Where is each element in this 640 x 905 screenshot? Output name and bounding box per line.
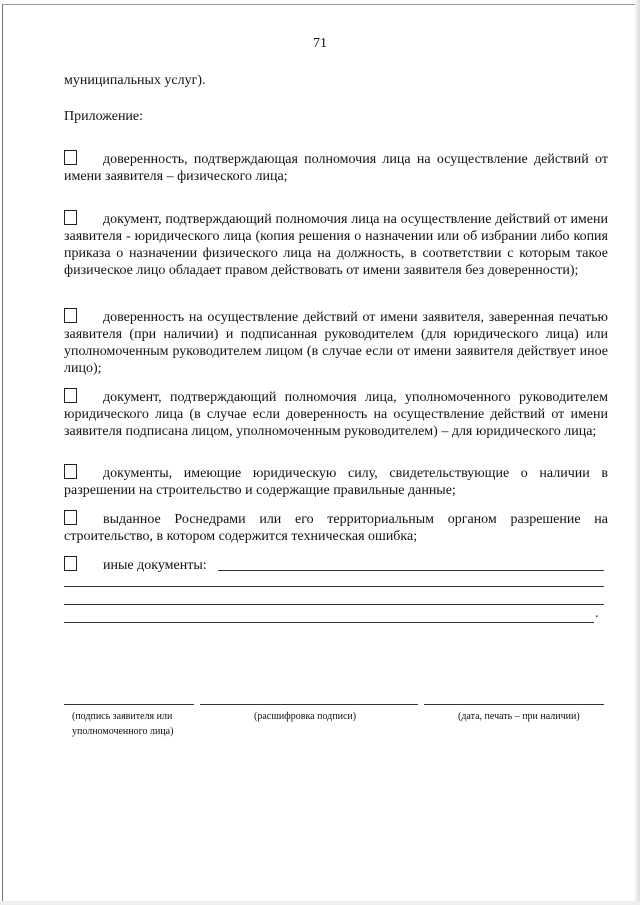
checkbox[interactable]	[64, 388, 77, 403]
other-documents-input-line-2[interactable]	[64, 586, 604, 587]
item-text: документы, имеющие юридическую силу, свидетельствующие о наличии в разрешении на строительство и содержащие правильные данные;	[64, 466, 608, 498]
applicant-signature-label	[72, 709, 173, 739]
scan-bottom-edge	[0, 901, 640, 905]
item-text: доверенность, подтверждающая полномочия лица на осуществление действий от имени заявителя – физического лица;	[64, 152, 608, 184]
document-page	[2, 4, 638, 901]
applicant-label-line-2: уполномоченного лица)	[72, 726, 174, 737]
closing-period: .	[595, 606, 599, 621]
item-text: документ, подтверждающий полномочия лица, уполномоченного руководителем юридического лица (в случае если доверенность на осуществление действий от имени заявителя подписана лицом, уполномоченным руководителем) – для юридического лица;	[64, 390, 608, 439]
signature-decoding-line[interactable]	[200, 704, 418, 705]
attachment-heading: Приложение:	[64, 109, 144, 124]
other-documents-input-line-1[interactable]	[218, 570, 604, 571]
date-stamp-label: (дата, печать – при наличии)	[458, 711, 580, 722]
item-text: выданное Роснедрами или его территориальным органом разрешение на строительство, в котором содержится техническая ошибка;	[64, 512, 608, 544]
attachment-item-power-of-attorney-sealed	[64, 308, 608, 377]
other-documents-input-line-3[interactable]	[64, 604, 604, 605]
checkbox[interactable]	[64, 510, 77, 525]
checkbox[interactable]	[64, 464, 77, 479]
attachment-item-authority-document-legal-entity	[64, 210, 608, 279]
attachment-item-authorized-person-document	[64, 388, 608, 440]
checkbox[interactable]	[64, 308, 77, 323]
page-number: 71	[313, 36, 327, 51]
applicant-signature-line[interactable]	[64, 704, 194, 705]
checkbox[interactable]	[64, 210, 77, 225]
other-documents-input-line-4[interactable]	[64, 622, 594, 623]
attachment-item-legal-documents	[64, 464, 608, 499]
date-stamp-line[interactable]	[424, 704, 604, 705]
attachment-item-construction-permit	[64, 510, 608, 545]
checkbox[interactable]	[64, 556, 77, 571]
attachment-item-other-documents	[64, 556, 207, 574]
checkbox[interactable]	[64, 150, 77, 165]
applicant-label-line-1: (подпись заявителя или	[72, 711, 173, 722]
item-text: документ, подтверждающий полномочия лица на осуществление действий от имени заявителя - юридического лица (копия решения о назначении или об избрании либо копия приказа о назначении физического лица на должность, в соответствии с которым такое физическое лицо обладает правом действовать от имени заявителя без доверенности);	[64, 212, 608, 278]
decoding-label: (расшифровка подписи)	[254, 711, 357, 722]
continuation-text: муниципальных услуг).	[64, 73, 206, 88]
scan-edge	[635, 0, 640, 905]
item-text: доверенность на осуществление действий от имени заявителя, заверенная печатью заявителя (при наличии) и подписанная руководителем (для юридического лица) или уполномоченным руководителем лицом (в случае если от имени заявителя действует иное лицо);	[64, 310, 608, 376]
attachment-item-power-of-attorney-individual	[64, 150, 608, 185]
item-text: иные документы:	[103, 558, 207, 573]
